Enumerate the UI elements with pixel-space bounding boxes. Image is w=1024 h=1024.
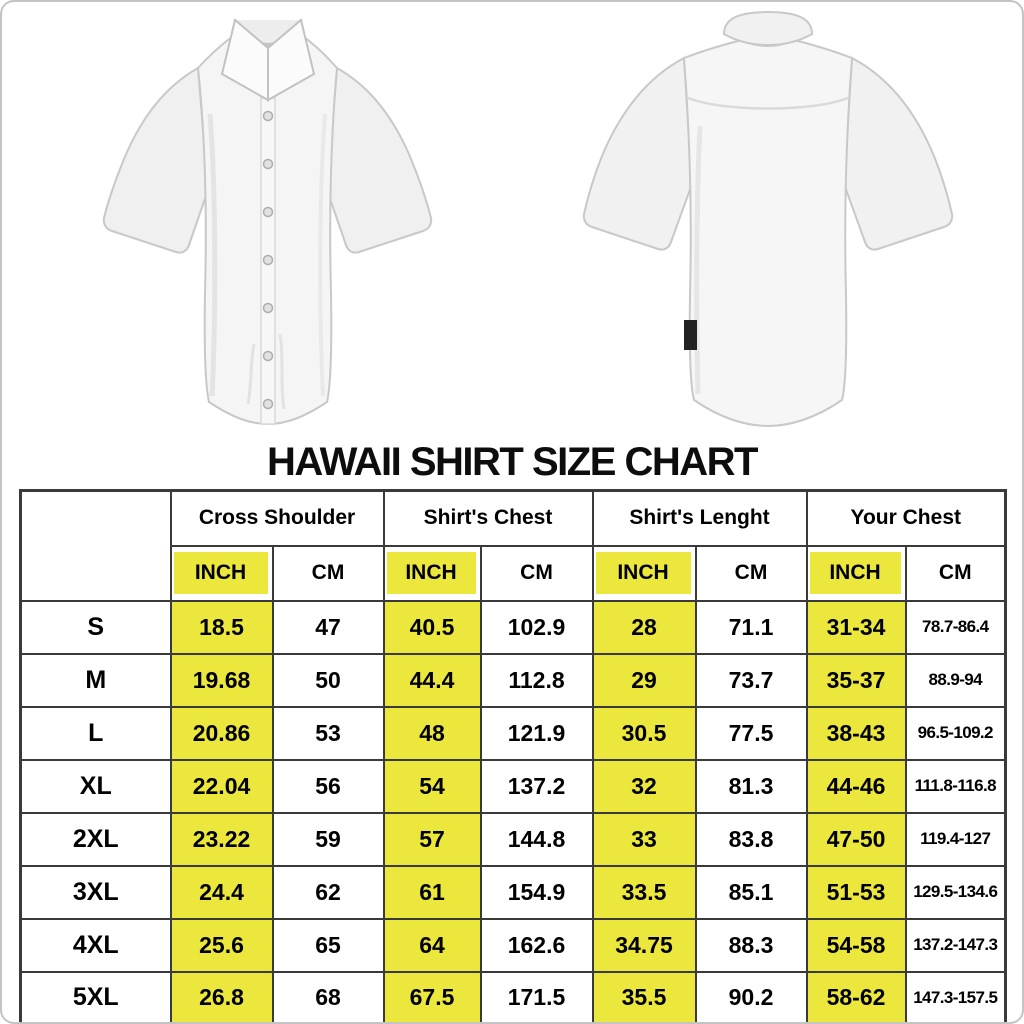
inch-value-cell: 38-43 [807, 707, 906, 760]
inch-value-cell: 18.5 [171, 601, 273, 654]
cm-range-cell: 111.8-116.8 [906, 760, 1006, 813]
cm-header-cell: CM [906, 546, 1006, 601]
cm-value-cell: 71.1 [696, 601, 807, 654]
cm-value-cell: 154.9 [481, 866, 593, 919]
inch-value-cell: 54-58 [807, 919, 906, 972]
inch-value-cell: 28 [593, 601, 696, 654]
inch-value-cell: 51-53 [807, 866, 906, 919]
back-body [684, 40, 852, 426]
size-label: 3XL [21, 866, 171, 919]
inch-highlight: INCH [174, 552, 268, 594]
inch-value-cell: 24.4 [171, 866, 273, 919]
cm-value-cell: 85.1 [696, 866, 807, 919]
front-left-sleeve [104, 68, 208, 253]
inch-value-cell: 33.5 [593, 866, 696, 919]
cm-range-cell: 88.9-94 [906, 654, 1006, 707]
table-row [21, 972, 1006, 1024]
cm-value-cell: 47 [273, 601, 384, 654]
inch-value-cell: 67.5 [384, 972, 481, 1024]
size-label: 2XL [21, 813, 171, 866]
table-row [21, 601, 1006, 654]
inch-header-cell [807, 546, 906, 601]
column-group-shirts-lenght: Shirt's Lenght [593, 491, 807, 546]
back-side-tag [684, 320, 697, 350]
inch-value-cell: 32 [593, 760, 696, 813]
cm-value-cell: 50 [273, 654, 384, 707]
column-group-cross-shoulder: Cross Shoulder [171, 491, 384, 546]
size-label: L [21, 707, 171, 760]
column-group-shirts-chest: Shirt's Chest [384, 491, 593, 546]
cm-value-cell: 73.7 [696, 654, 807, 707]
page-title: HAWAII SHIRT SIZE CHART [267, 440, 757, 484]
inch-value-cell: 47-50 [807, 813, 906, 866]
cm-header-cell: CM [696, 546, 807, 601]
inch-value-cell: 25.6 [171, 919, 273, 972]
inch-value-cell: 40.5 [384, 601, 481, 654]
table-row [21, 919, 1006, 972]
inch-value-cell: 22.04 [171, 760, 273, 813]
table-row [21, 707, 1006, 760]
size-label: 5XL [21, 972, 171, 1024]
inch-value-cell: 20.86 [171, 707, 273, 760]
inch-highlight: INCH [596, 552, 691, 594]
inch-value-cell: 30.5 [593, 707, 696, 760]
table-row [21, 760, 1006, 813]
inch-value-cell: 57 [384, 813, 481, 866]
size-label: 4XL [21, 919, 171, 972]
cm-value-cell: 137.2 [481, 760, 593, 813]
cm-range-cell: 147.3-157.5 [906, 972, 1006, 1024]
cm-value-cell: 81.3 [696, 760, 807, 813]
shirt-back-image [538, 6, 998, 448]
inch-value-cell: 35.5 [593, 972, 696, 1024]
cm-range-cell: 119.4-127 [906, 813, 1006, 866]
inch-value-cell: 31-34 [807, 601, 906, 654]
inch-value-cell: 58-62 [807, 972, 906, 1024]
cm-value-cell: 59 [273, 813, 384, 866]
table-row [21, 654, 1006, 707]
cm-value-cell: 112.8 [481, 654, 593, 707]
size-chart-table [19, 489, 1007, 1024]
cm-value-cell: 88.3 [696, 919, 807, 972]
cm-value-cell: 65 [273, 919, 384, 972]
inch-value-cell: 19.68 [171, 654, 273, 707]
cm-value-cell: 77.5 [696, 707, 807, 760]
inch-value-cell: 33 [593, 813, 696, 866]
shirt-front-image [50, 4, 485, 452]
inch-highlight: INCH [387, 552, 476, 594]
inch-value-cell: 23.22 [171, 813, 273, 866]
table-row [21, 813, 1006, 866]
inch-header-cell [171, 546, 273, 601]
inch-value-cell: 54 [384, 760, 481, 813]
back-left-sleeve [584, 58, 692, 250]
size-label: S [21, 601, 171, 654]
back-right-sleeve [844, 58, 952, 250]
corner-cell [21, 491, 171, 601]
cm-value-cell: 90.2 [696, 972, 807, 1024]
cm-range-cell: 129.5-134.6 [906, 866, 1006, 919]
cm-range-cell: 137.2-147.3 [906, 919, 1006, 972]
inch-value-cell: 44-46 [807, 760, 906, 813]
cm-value-cell: 162.6 [481, 919, 593, 972]
table-row [21, 866, 1006, 919]
cm-value-cell: 171.5 [481, 972, 593, 1024]
front-right-sleeve [327, 68, 431, 253]
cm-value-cell: 144.8 [481, 813, 593, 866]
cm-value-cell: 56 [273, 760, 384, 813]
column-group-row [21, 491, 1006, 546]
cm-range-cell: 78.7-86.4 [906, 601, 1006, 654]
cm-value-cell: 53 [273, 707, 384, 760]
cm-range-cell: 96.5-109.2 [906, 707, 1006, 760]
size-label: XL [21, 760, 171, 813]
inch-value-cell: 64 [384, 919, 481, 972]
cm-header-cell: CM [481, 546, 593, 601]
inch-value-cell: 48 [384, 707, 481, 760]
inch-header-cell [384, 546, 481, 601]
inch-value-cell: 35-37 [807, 654, 906, 707]
inch-value-cell: 34.75 [593, 919, 696, 972]
inch-value-cell: 44.4 [384, 654, 481, 707]
inch-value-cell: 29 [593, 654, 696, 707]
inch-value-cell: 61 [384, 866, 481, 919]
cm-header-cell: CM [273, 546, 384, 601]
cm-value-cell: 83.8 [696, 813, 807, 866]
inch-highlight: INCH [810, 552, 901, 594]
cm-value-cell: 68 [273, 972, 384, 1024]
column-group-your-chest: Your Chest [807, 491, 1006, 546]
back-collar-band [724, 12, 812, 45]
inch-header-cell [593, 546, 696, 601]
size-label: M [21, 654, 171, 707]
cm-value-cell: 121.9 [481, 707, 593, 760]
cm-value-cell: 102.9 [481, 601, 593, 654]
inch-value-cell: 26.8 [171, 972, 273, 1024]
cm-value-cell: 62 [273, 866, 384, 919]
